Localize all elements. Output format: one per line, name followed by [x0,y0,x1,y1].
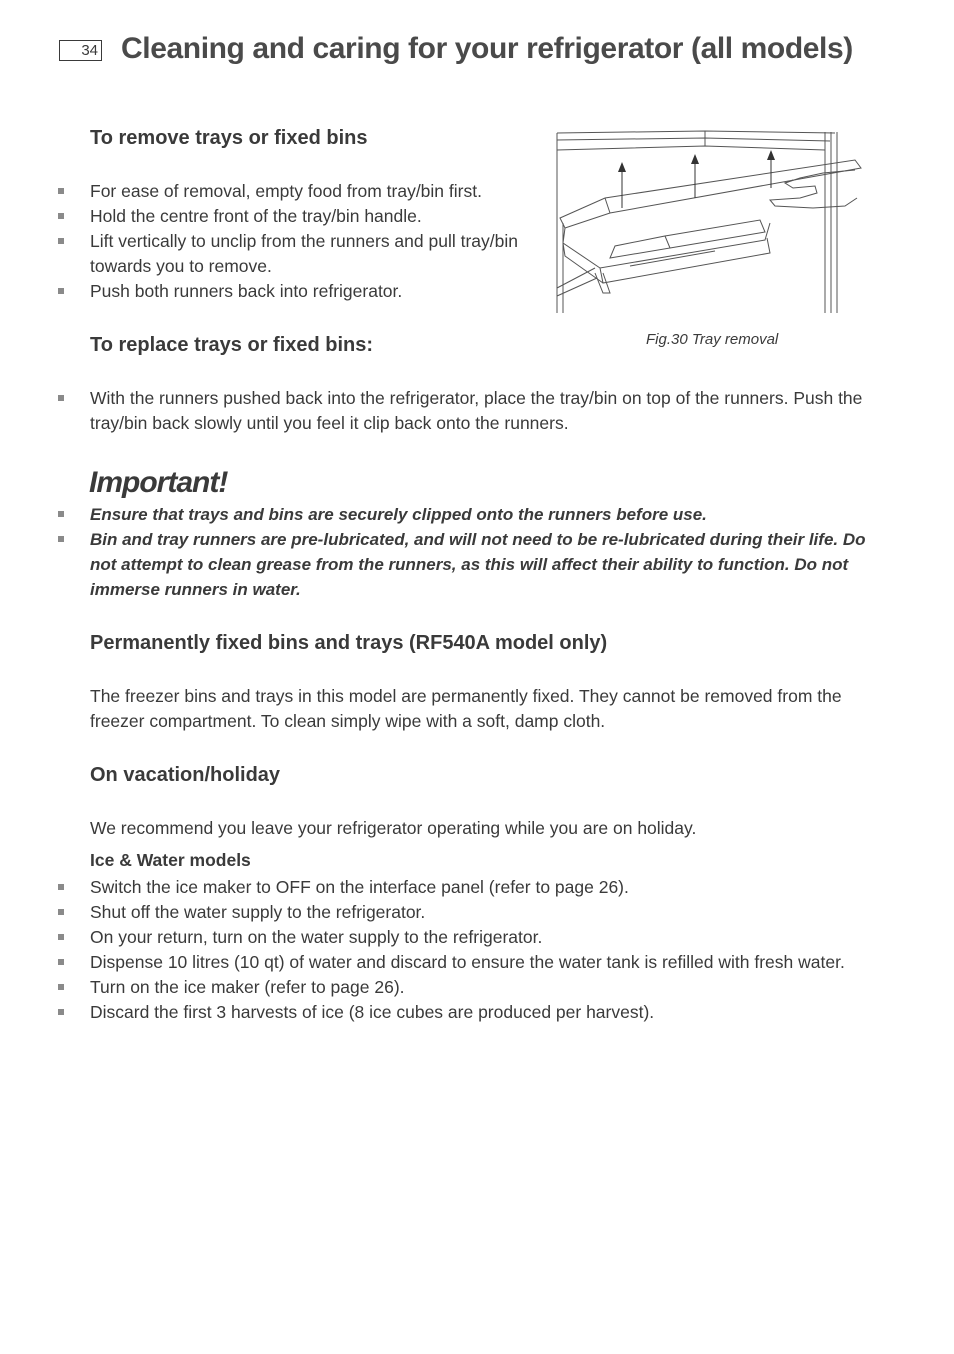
bullet-icon [58,536,64,542]
list-item: With the runners pushed back into the refrigerator, place the tray/bin on top of the runners. Push the tray/bin back slowly until you feel it clip back onto the runners. [0,386,880,436]
bullet-icon [58,984,64,990]
fixed-body: The freezer bins and trays in this model are permanently fixed. They cannot be removed from the freezer compartment. To clean simply wipe with a soft, damp cloth. [90,686,842,731]
bullet-icon [58,959,64,965]
list-item: Hold the centre front of the tray/bin handle. [0,204,520,229]
list-item: Turn on the ice maker (refer to page 26). [0,975,890,1000]
figure-caption: Fig.30 Tray removal [646,331,779,348]
list-item: Lift vertically to unclip from the runners and pull tray/bin towards you to remove. [0,229,520,279]
remove-list [0,179,520,304]
fixed-heading: Permanently fixed bins and trays (RF540A model only) [90,632,608,654]
bullet-icon [58,511,64,517]
bullet-icon [58,1009,64,1015]
list-item: Dispense 10 litres (10 qt) of water and discard to ensure the water tank is refilled with fresh water. [0,950,890,975]
important-list [0,502,880,602]
list-item: Ensure that trays and bins are securely clipped onto the runners before use. [0,502,880,527]
bullet-icon [58,395,64,401]
page-number: 34 [59,40,102,61]
bullet-icon [58,909,64,915]
list-item: For ease of removal, empty food from tray/bin first. [0,179,520,204]
tray-removal-illustration [555,128,865,316]
replace-heading: To replace trays or fixed bins: [90,334,374,356]
vacation-list [0,875,890,1025]
ice-water-subheading: Ice & Water models [90,850,251,870]
page-title: Cleaning and caring for your refrigerator (all models) [121,32,853,65]
vacation-body: We recommend you leave your refrigerator operating while you are on holiday. [90,818,697,838]
list-item: Bin and tray runners are pre-lubricated, and will not need to be re-lubricated during their life. Do not attempt to clean grease from the runners, as this will affect their ability to function. Do not immerse runners in water. [0,527,880,602]
list-item: Switch the ice maker to OFF on the interface panel (refer to page 26). [0,875,890,900]
remove-heading: To remove trays or fixed bins [90,127,368,149]
important-title: Important! [89,466,228,499]
replace-list [0,386,880,436]
bullet-icon [58,238,64,244]
vacation-heading: On vacation/holiday [90,764,281,786]
bullet-icon [58,288,64,294]
bullet-icon [58,213,64,219]
bullet-icon [58,934,64,940]
list-item: Push both runners back into refrigerator. [0,279,520,304]
list-item: On your return, turn on the water supply to the refrigerator. [0,925,890,950]
bullet-icon [58,188,64,194]
list-item: Shut off the water supply to the refrigerator. [0,900,890,925]
bullet-icon [58,884,64,890]
list-item: Discard the first 3 harvests of ice (8 ice cubes are produced per harvest). [0,1000,890,1025]
